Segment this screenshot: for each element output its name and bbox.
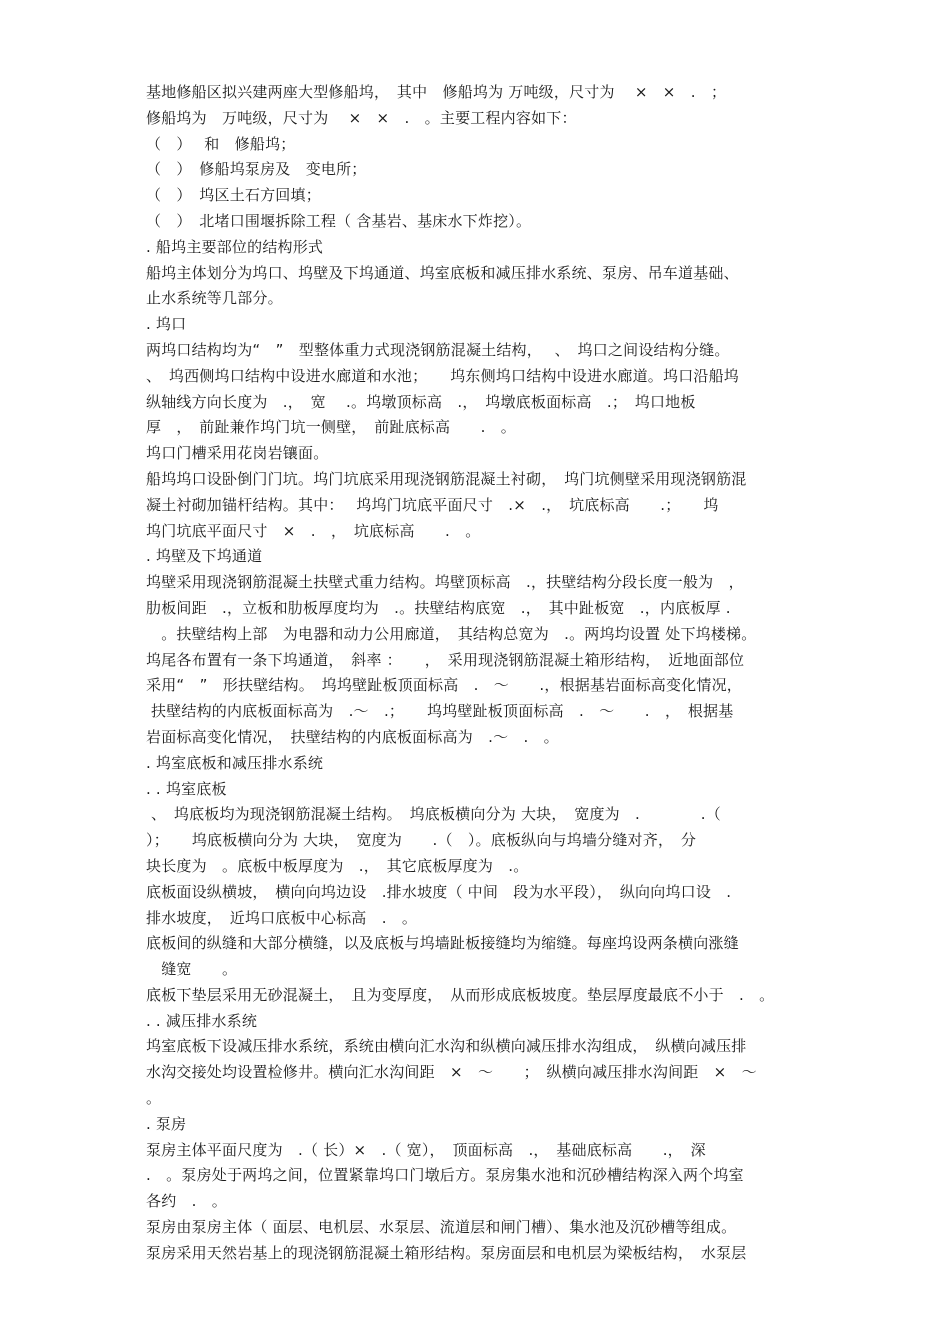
text-line: 缝宽 。 bbox=[146, 960, 238, 979]
text-line: 扶壁结构的内底板面标高为 .～ .； 坞坞壁趾板顶面标高 . ～ . ， 根据基 bbox=[146, 702, 734, 721]
text-line: 船坞坞口设卧倒门门坑。坞门坑底采用现浇钢筋混凝土衬砌， 坞门坑侧壁采用现浇钢筋混 bbox=[146, 469, 747, 488]
text-line: （ ） 北堵口围堰拆除工程（ 含基岩、基床水下炸挖）。 bbox=[146, 211, 532, 230]
text-line: 坞室底板下设减压排水系统，系统由横向汇水沟和纵横向减压排水沟组成， 纵横向减压排 bbox=[146, 1037, 747, 1056]
text-line: 泵房采用天然岩基上的现浇钢筋混凝土箱形结构。泵房面层和电机层为梁板结构， 水泵层 bbox=[146, 1243, 747, 1262]
text-line: 泵房主体平面尺度为 .（ 长）× .（ 宽）， 顶面标高 .， 基础底标高 .， 深 bbox=[146, 1140, 706, 1159]
text-line: . 坞室底板和减压排水系统 bbox=[146, 753, 324, 772]
text-line: 修船坞为 万吨级，尺寸为 × × . 。主要工程内容如下： bbox=[146, 108, 577, 127]
text-line: 排水坡度， 近坞口底板中心标高 . 。 bbox=[146, 908, 418, 927]
text-line: 。 bbox=[146, 1089, 162, 1108]
text-line: 两坞口结构均为“ ” 型整体重力式现浇钢筋混凝土结构， 、 坞口之间设结构分缝。 bbox=[146, 340, 730, 359]
text-line: 、 坞底板均为现浇钢筋混凝土结构。 坞底板横向分为 大块， 宽度为 . .（ bbox=[146, 805, 721, 824]
text-line: 底板下垫层采用无砂混凝土， 且为变厚度， 从而形成底板坡度。垫层厚度最底不小于 . 。 bbox=[146, 985, 775, 1004]
text-line: 凝土衬砌加锚杆结构。其中： 坞坞门坑底平面尺寸 .× .， 坑底标高 .； 坞 bbox=[146, 495, 719, 514]
text-line: 、 坞西侧坞口结构中设进水廊道和水池； 坞东侧坞口结构中设进水廊道。坞口沿船坞 bbox=[146, 366, 740, 385]
document-body bbox=[146, 80, 818, 1267]
text-line: 肋板间距 .，立板和肋板厚度均为 .。扶壁结构底宽 .， 其中趾板宽 .，内底板厚 . bbox=[146, 598, 731, 617]
text-line: 纵轴线方向长度为 .， 宽 .。坞墩顶标高 .， 坞墩底板面标高 .； 坞口地板 bbox=[146, 392, 696, 411]
text-line: 采用“ ” 形扶壁结构。 坞坞壁趾板顶面标高 . ～ .，根据基岩面标高变化情况， bbox=[146, 676, 742, 695]
text-line: 坞壁采用现浇钢筋混凝土扶壁式重力结构。坞壁顶标高 .，扶壁结构分段长度一般为 ， bbox=[146, 573, 744, 592]
text-line: （ ） 和 修船坞； bbox=[146, 134, 296, 153]
text-line: . . 坞室底板 bbox=[146, 779, 227, 798]
text-line: 坞口门槽采用花岗岩镶面。 bbox=[146, 444, 329, 463]
text-line: 基地修船区拟兴建两座大型修船坞， 其中 修船坞为 万吨级，尺寸为 × × . ； bbox=[146, 83, 727, 101]
text-line: （ ） 修船坞泵房及 变电所； bbox=[146, 160, 367, 179]
text-line: ）； 坞底板横向分为 大块， 宽度为 .（ ）。底板纵向与坞墙分缝对齐， 分 bbox=[146, 831, 697, 850]
text-line: . 泵房 bbox=[146, 1114, 187, 1133]
text-line: . 船坞主要部位的结构形式 bbox=[146, 237, 324, 256]
text-line: . 坞口 bbox=[146, 315, 187, 334]
text-line: 坞门坑底平面尺寸 × . ， 坑底标高 . 。 bbox=[146, 521, 481, 540]
text-line: 底板间的纵缝和大部分横缝，以及底板与坞墙趾板接缝均为缩缝。每座坞设两条横向涨缝 bbox=[146, 934, 739, 953]
text-line: 块长度为 。底板中板厚度为 .， 其它底板厚度为 .。 bbox=[146, 856, 529, 875]
text-line: 底板面设纵横坡， 横向向坞边设 .排水坡度（ 中间 段为水平段）， 纵向向坞口设 . bbox=[146, 882, 732, 901]
text-line: 水沟交接处均设置检修井。横向汇水沟间距 × ～ ； 纵横向减压排水沟间距 × ～ bbox=[146, 1063, 757, 1082]
text-line: . 。泵房处于两坞之间，位置紧靠坞口门墩后方。泵房集水池和沉砂槽结构深入两个坞室 bbox=[146, 1166, 744, 1185]
text-line: 船坞主体划分为坞口、坞壁及下坞通道、坞室底板和减压排水系统、泵房、吊车道基础、 bbox=[146, 263, 739, 282]
text-line: 坞尾各布置有一条下坞通道， 斜率 ： ， 采用现浇钢筋混凝土箱形结构， 近地面部位 bbox=[146, 650, 745, 669]
text-line: 。扶壁结构上部 为电器和动力公用廊道， 其结构总宽为 .。两坞均设置 处下坞楼梯。 bbox=[146, 624, 757, 643]
text-line: 各约 . 。 bbox=[146, 1192, 227, 1211]
text-line: 岩面标高变化情况， 扶壁结构的内底板面标高为 .～ . 。 bbox=[146, 727, 559, 746]
text-line: 止水系统等几部分。 bbox=[146, 289, 283, 308]
text-line: 泵房由泵房主体（ 面层、电机层、水泵层、流道层和闸门槽）、集水池及沉砂槽等组成。 bbox=[146, 1218, 737, 1237]
text-line: 厚 ， 前趾兼作坞门坑一侧壁， 前趾底标高 . 。 bbox=[146, 418, 516, 437]
text-line: . 坞壁及下坞通道 bbox=[146, 547, 263, 566]
text-line: （ ） 坞区土石方回填； bbox=[146, 186, 321, 205]
text-line: . . 减压排水系统 bbox=[146, 1011, 258, 1030]
